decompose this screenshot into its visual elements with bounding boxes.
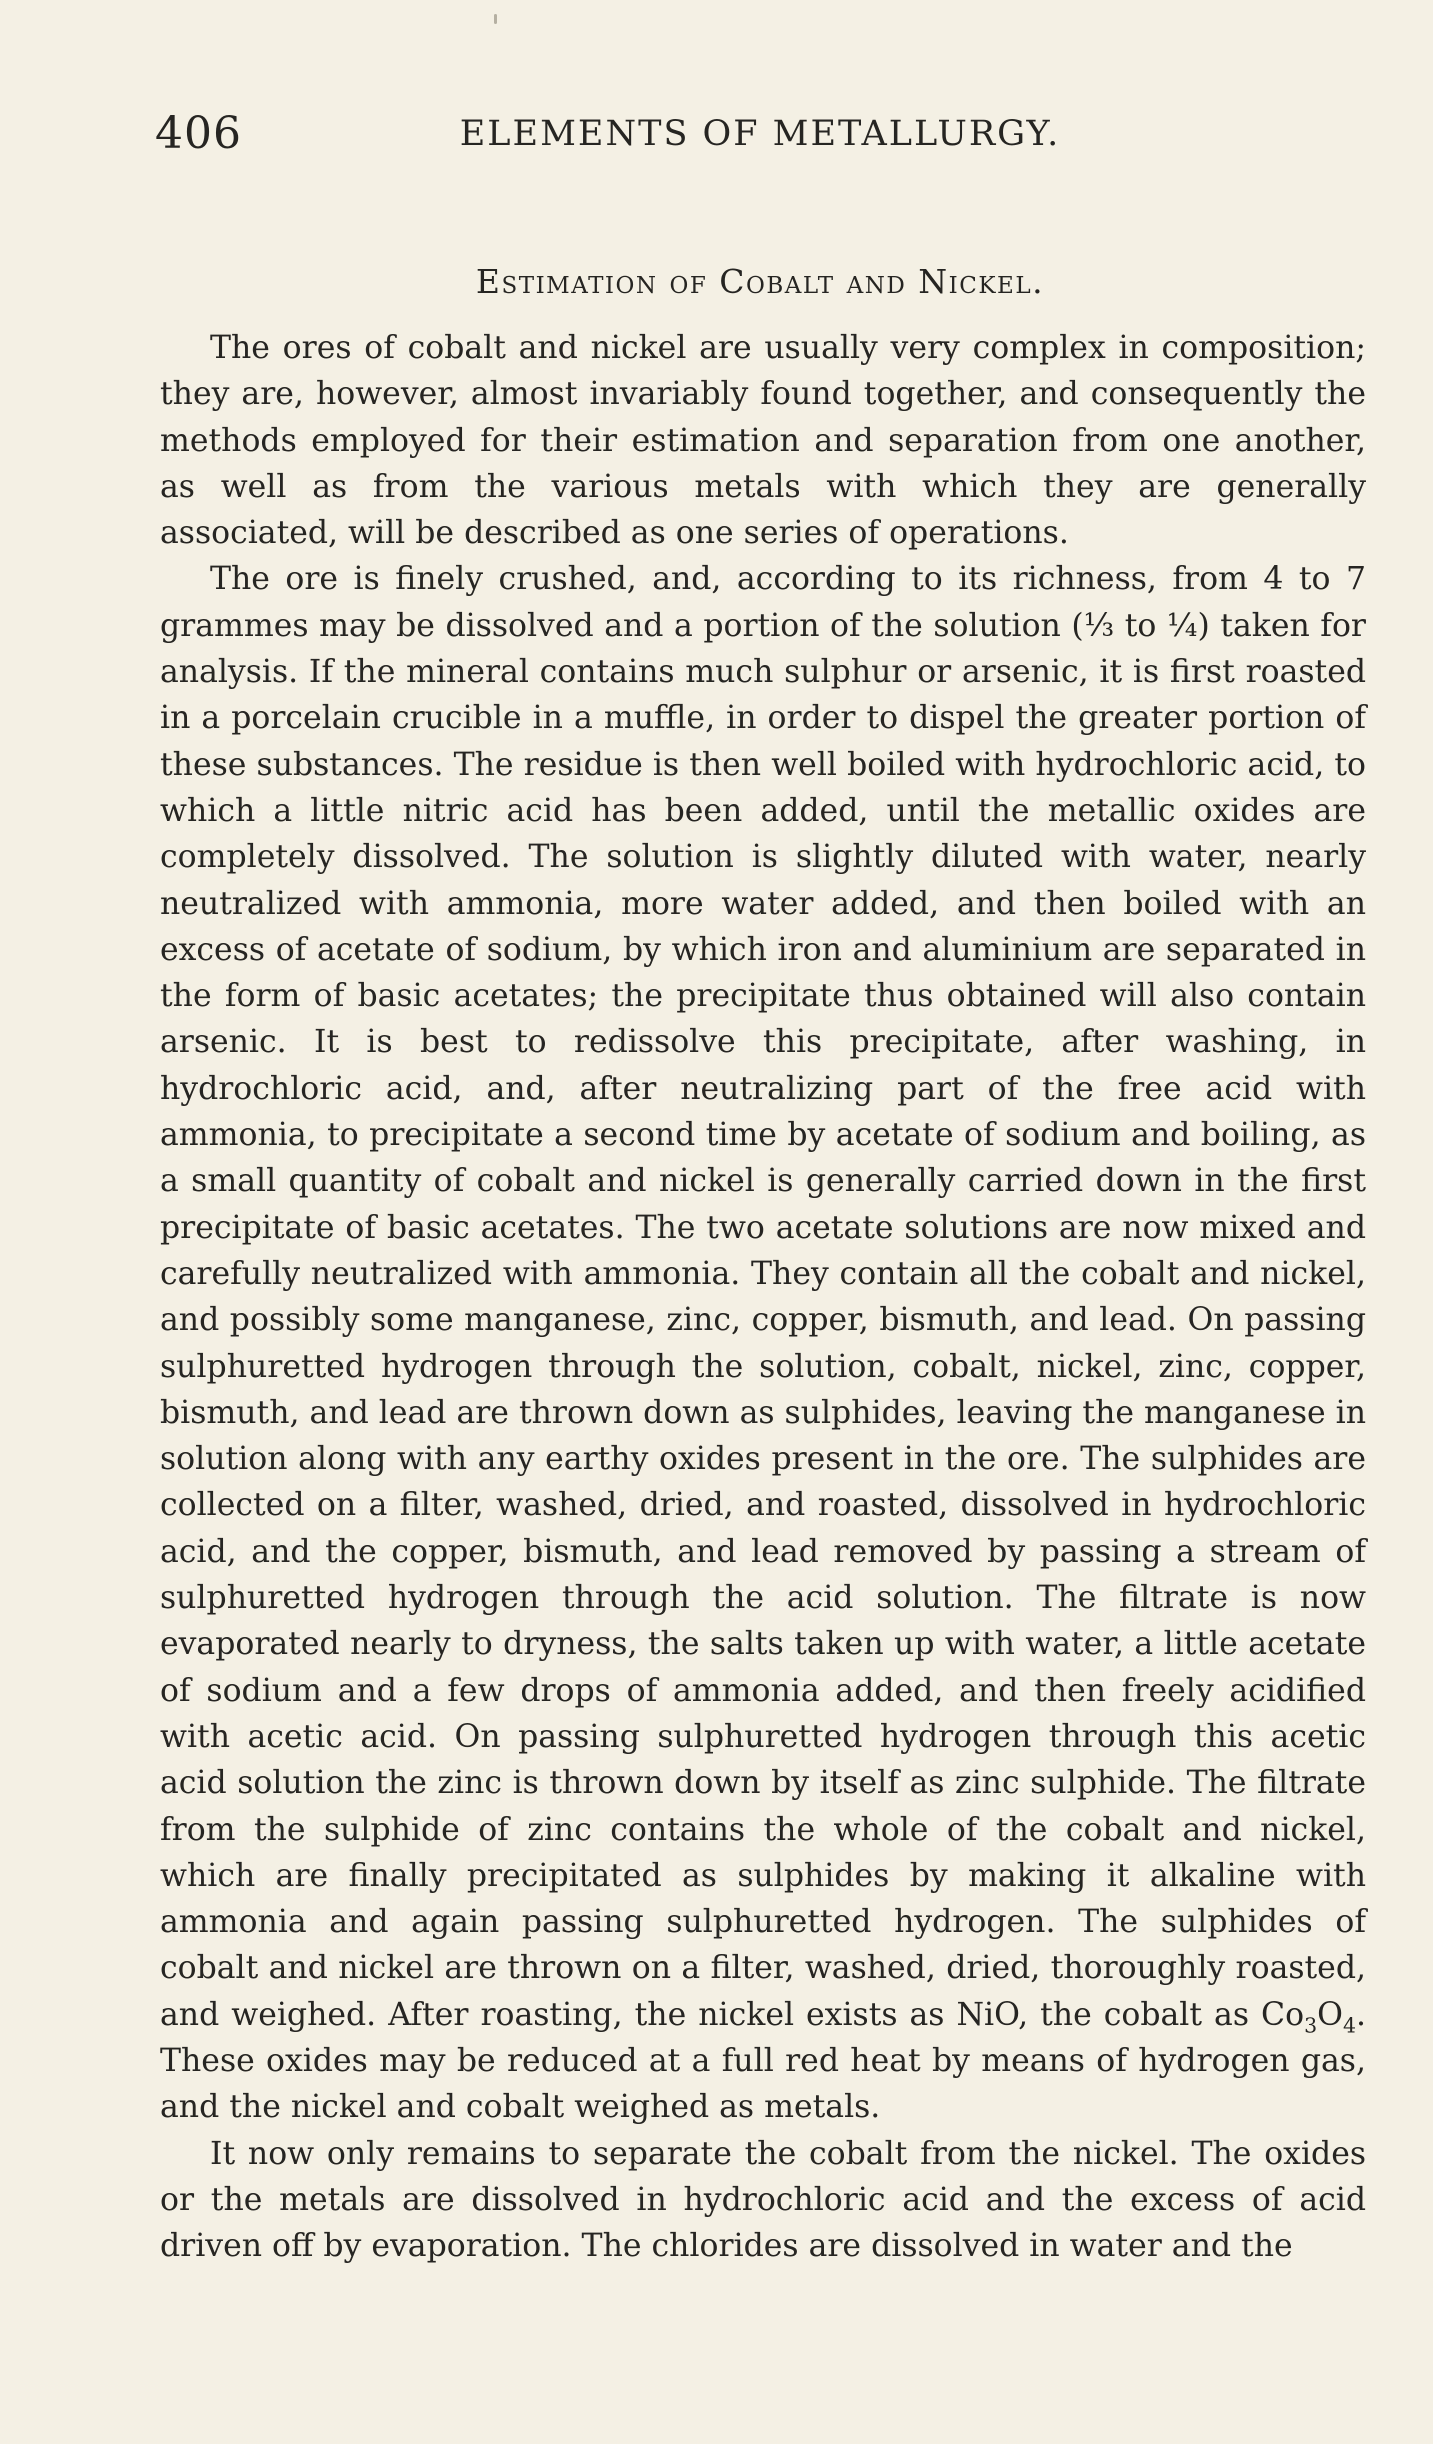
paragraph-3: It now only remains to separate the cobalt from the nickel. The oxides or the metals are dissolved in hydrochloric acid and the excess of acid driven off by evaporation. The chlorides are dissolved in water and the [160, 2135, 1366, 2265]
running-title: ELEMENTS OF METALLURGY. [459, 114, 1061, 154]
cobalt-oxide-formula [1261, 1996, 1356, 2037]
formula-sub-4: 4 [1342, 2012, 1356, 2037]
formula-sub-3: 3 [1304, 2012, 1318, 2037]
paragraph-2-text: The ore is finely crushed, and, according to its richness, from 4 to 7 grammes may be dissolved and a portion of the solution (⅓ to ¼) taken for analysis. If the mineral contains much sulphur or arsenic, it is first roasted in a porcelain crucible in a muffle, in order to dispel the greater portion of these substances. The residue is then well boiled with hydrochloric acid, to which a little nitric acid has been added, until the metallic oxides are completely dissolved. The solution is slightly diluted with water, nearly neutralized with ammonia, more water added, and then boiled with an excess of acetate of sodium, by which iron and aluminium are separated in the form of basic acetates; the precipitate thus obtained will also contain arsenic. It is best to redissolve this precipitate, after washing, in hydrochloric acid, and, after neutralizing part of the free acid with ammonia, to precipitate a second time by acetate of sodium and boiling, as a small quantity of cobalt and nickel is generally carried down in the first precipitate of basic acetates. The two acetate solutions are now mixed and carefully neutralized with ammonia. They contain all the cobalt and nickel, and possibly some manganese, zinc, copper, bismuth, and lead. On passing sulphuretted hydrogen through the solution, cobalt, nickel, zinc, copper, bismuth, and lead are thrown down as sulphides, leaving the manganese in solution along with any earthy oxides present in the ore. The sulphides are collected on a filter, washed, dried, and roasted, dissolved in hydrochloric acid, and the copper, bismuth, and lead removed by passing a stream of sulphuretted hydrogen through the acid solution. The filtrate is now evaporated nearly to dryness, the salts taken up with water, a little acetate of sodium and a few drops of ammonia added, and then freely acidified with acetic acid. On passing sulphuretted hydrogen through this acetic acid solution the zinc is thrown down by itself as zinc sulphide. The filtrate from the sulphide of zinc contains the whole of the cobalt and nickel, which are finally precipitated as sulphides by making it alkaline with ammonia and again passing sulphuretted hydrogen. The sulphides of cobalt and nickel are thrown on a filter, washed, dried, thoroughly roasted, and weighed. After roasting, the nickel exists as NiO, the cobalt as [160, 561, 1366, 2033]
section-title: Estimation of Cobalt and Nickel. [475, 262, 1045, 301]
paragraph-1: The ores of cobalt and nickel are usually very complex in composition; they are, however, almost invariably found together, and consequently the methods employed for their estimation and separation from one another, as well as from the various metals with which they are generally associated, will be described as one series of operations. [160, 330, 1366, 552]
paragraph-2 [160, 556, 1366, 2130]
paragraph-2-tail: . These oxides may be reduced at a full red heat by means of hydrogen gas, and the nickel and cobalt weighed as metals. [160, 1996, 1366, 2126]
formula-o: O [1317, 1996, 1343, 2033]
body-text [160, 325, 1366, 2269]
paper-speck [494, 14, 497, 24]
running-head [155, 108, 1365, 168]
page-number: 406 [155, 108, 242, 159]
formula-co: Co [1261, 1996, 1305, 2033]
